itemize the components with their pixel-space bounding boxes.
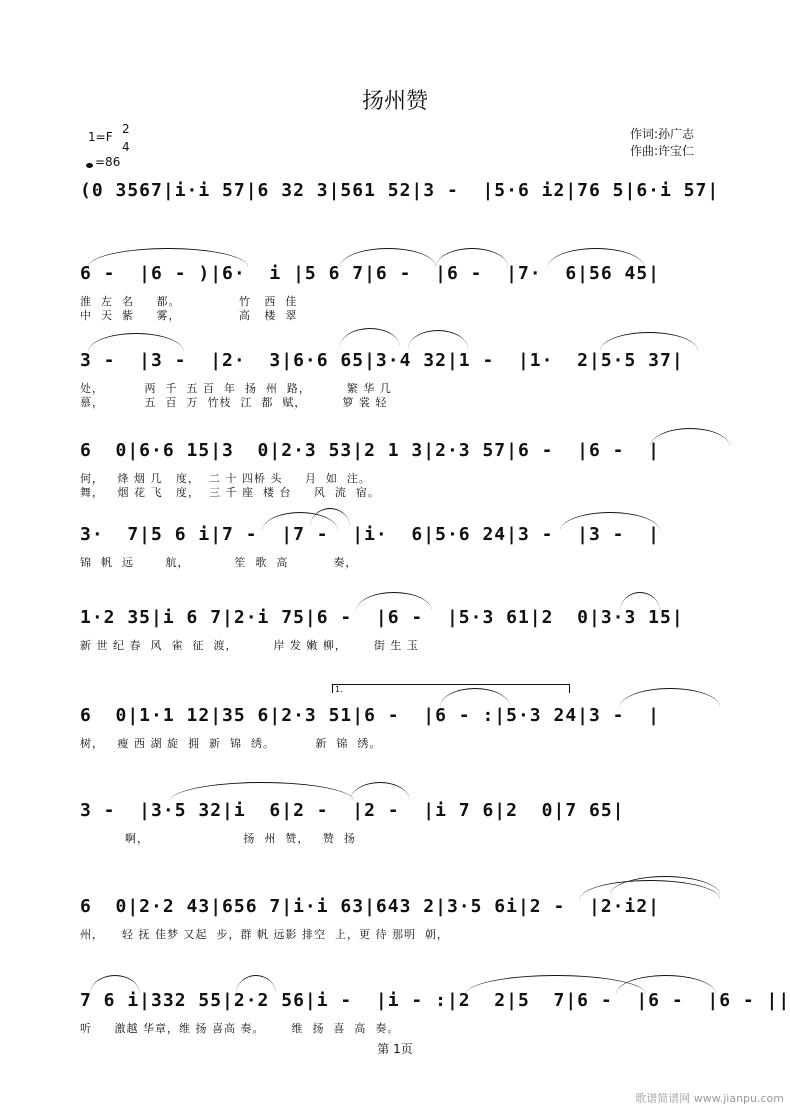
repeat-mark: 1. xyxy=(335,685,343,694)
slur-mark xyxy=(620,688,720,707)
notation: 6 0|6·6 15|3 0|2·3 53|2 1 3|2·3 57|6 - |6 - | xyxy=(80,440,661,461)
slur-mark xyxy=(340,328,400,347)
tempo-value: =86 xyxy=(95,155,121,169)
lyric-line-1: 听 激越 华章，维 扬 喜高 奏。 维 扬 喜 高 奏。 xyxy=(80,1022,400,1035)
slur-mark xyxy=(350,782,410,801)
notation: 3 - |3 - |2· 3|6·6 65|3·4 32|1 - |1· 2|5·5 37| xyxy=(80,350,684,371)
lyric-line-2: 慕， 五 百 万 竹枝 江 都 赋， 箩 裳 轻 xyxy=(80,396,388,409)
lyric-line-1: 处， 两 千 五 百 年 扬 州 路， 繁 华 几 xyxy=(80,382,392,395)
slur-mark xyxy=(356,592,432,611)
lyric-line-1: 锦 帆 远 航， 笙 歌 高 奏， xyxy=(80,556,358,569)
lyric-line-1: 何， 烽 烟 几 度， 二 十 四桥 头 月 如 注。 xyxy=(80,472,371,485)
quarter-note-icon xyxy=(86,163,93,168)
slur-mark xyxy=(170,782,354,801)
song-title: 扬州赞 xyxy=(361,89,428,114)
key-signature: 1=F xyxy=(88,130,113,144)
lyric-line-2: 舞， 烟 花 飞 度， 三 千 座 楼 台 风 流 宿。 xyxy=(80,486,380,499)
credits xyxy=(630,126,694,160)
slur-mark xyxy=(340,248,436,267)
slur-mark xyxy=(436,248,508,267)
slur-mark xyxy=(600,332,698,351)
slur-mark xyxy=(88,248,248,267)
time-signature-bottom: 4 xyxy=(122,140,130,154)
music-line xyxy=(80,180,730,220)
slur-mark xyxy=(650,428,730,447)
lyric-line-1: 啊， 扬 州 赞， 赞 扬 xyxy=(80,832,356,845)
lyricist: 作词:孙广志 xyxy=(630,127,695,141)
time-signature xyxy=(122,120,130,156)
lyric-line-1: 树， 瘦 西 湖 旋 拥 新 锦 绣。 新 锦 绣。 xyxy=(80,737,382,750)
watermark: 歌谱简谱网 www.jianpu.com xyxy=(635,1092,784,1105)
slur-mark xyxy=(616,975,716,994)
slur-mark xyxy=(610,876,720,895)
page-number: 第 1页 xyxy=(377,1042,413,1056)
notation: 6 - |6 - )|6· i |5 6 7|6 - |6 - |7· 6|56 45| xyxy=(80,263,661,284)
tempo-marking xyxy=(86,155,120,169)
slur-mark xyxy=(90,975,140,994)
time-signature-top: 2 xyxy=(122,122,130,136)
slur-mark xyxy=(408,330,468,349)
slur-mark xyxy=(548,248,644,267)
first-ending-bracket xyxy=(332,684,570,693)
notation: 3· 7|5 6 i|7 - |7 - |i· 6|5·6 24|3 - |3 - | xyxy=(80,524,661,545)
lyric-line-1: 州， 轻 抚 佳梦 又起 步，群 帆 远影 排空 上，更 待 那明 朝， xyxy=(80,928,449,941)
lyric-line-2: 中 天 紫 雾， 高 楼 翠 xyxy=(80,309,298,322)
notation: 6 0|2·2 43|656 7|i·i 63|643 2|3·5 6i|2 - |2·i2| xyxy=(80,896,661,917)
lyric-line-1: 新 世 纪 春 风 雀 征 渡， 岸 发 嫩 柳， 街 生 玉 xyxy=(80,639,419,652)
slur-mark xyxy=(236,975,276,994)
slur-mark xyxy=(560,512,660,531)
lyric-line-1: 淮 左 名 都。 竹 西 佳 xyxy=(80,295,298,308)
composer: 作曲:许宝仁 xyxy=(630,144,695,158)
notation: 6 0|1·1 12|35 6|2·3 51|6 - |6 - :|5·3 24|3 - | xyxy=(80,705,661,726)
slur-mark xyxy=(88,333,184,352)
notation: 3 - |3·5 32|i 6|2 - |2 - |i 7 6|2 0|7 65| xyxy=(80,800,625,821)
notation: (0 3567|i·i 57|6 32 3|561 52|3 - |5·6 i2|76 5|6·i 57| xyxy=(80,180,720,201)
notation: 7 6 i|332 55|2·2 56|i - |i - :|2 2|5 7|6 - |6 - |6 - || xyxy=(80,990,790,1011)
slur-mark xyxy=(620,592,660,611)
notation: 1·2 35|i 6 7|2·i 75|6 - |6 - |5·3 61|2 0|3·3 15| xyxy=(80,607,684,628)
slur-mark xyxy=(310,508,350,527)
